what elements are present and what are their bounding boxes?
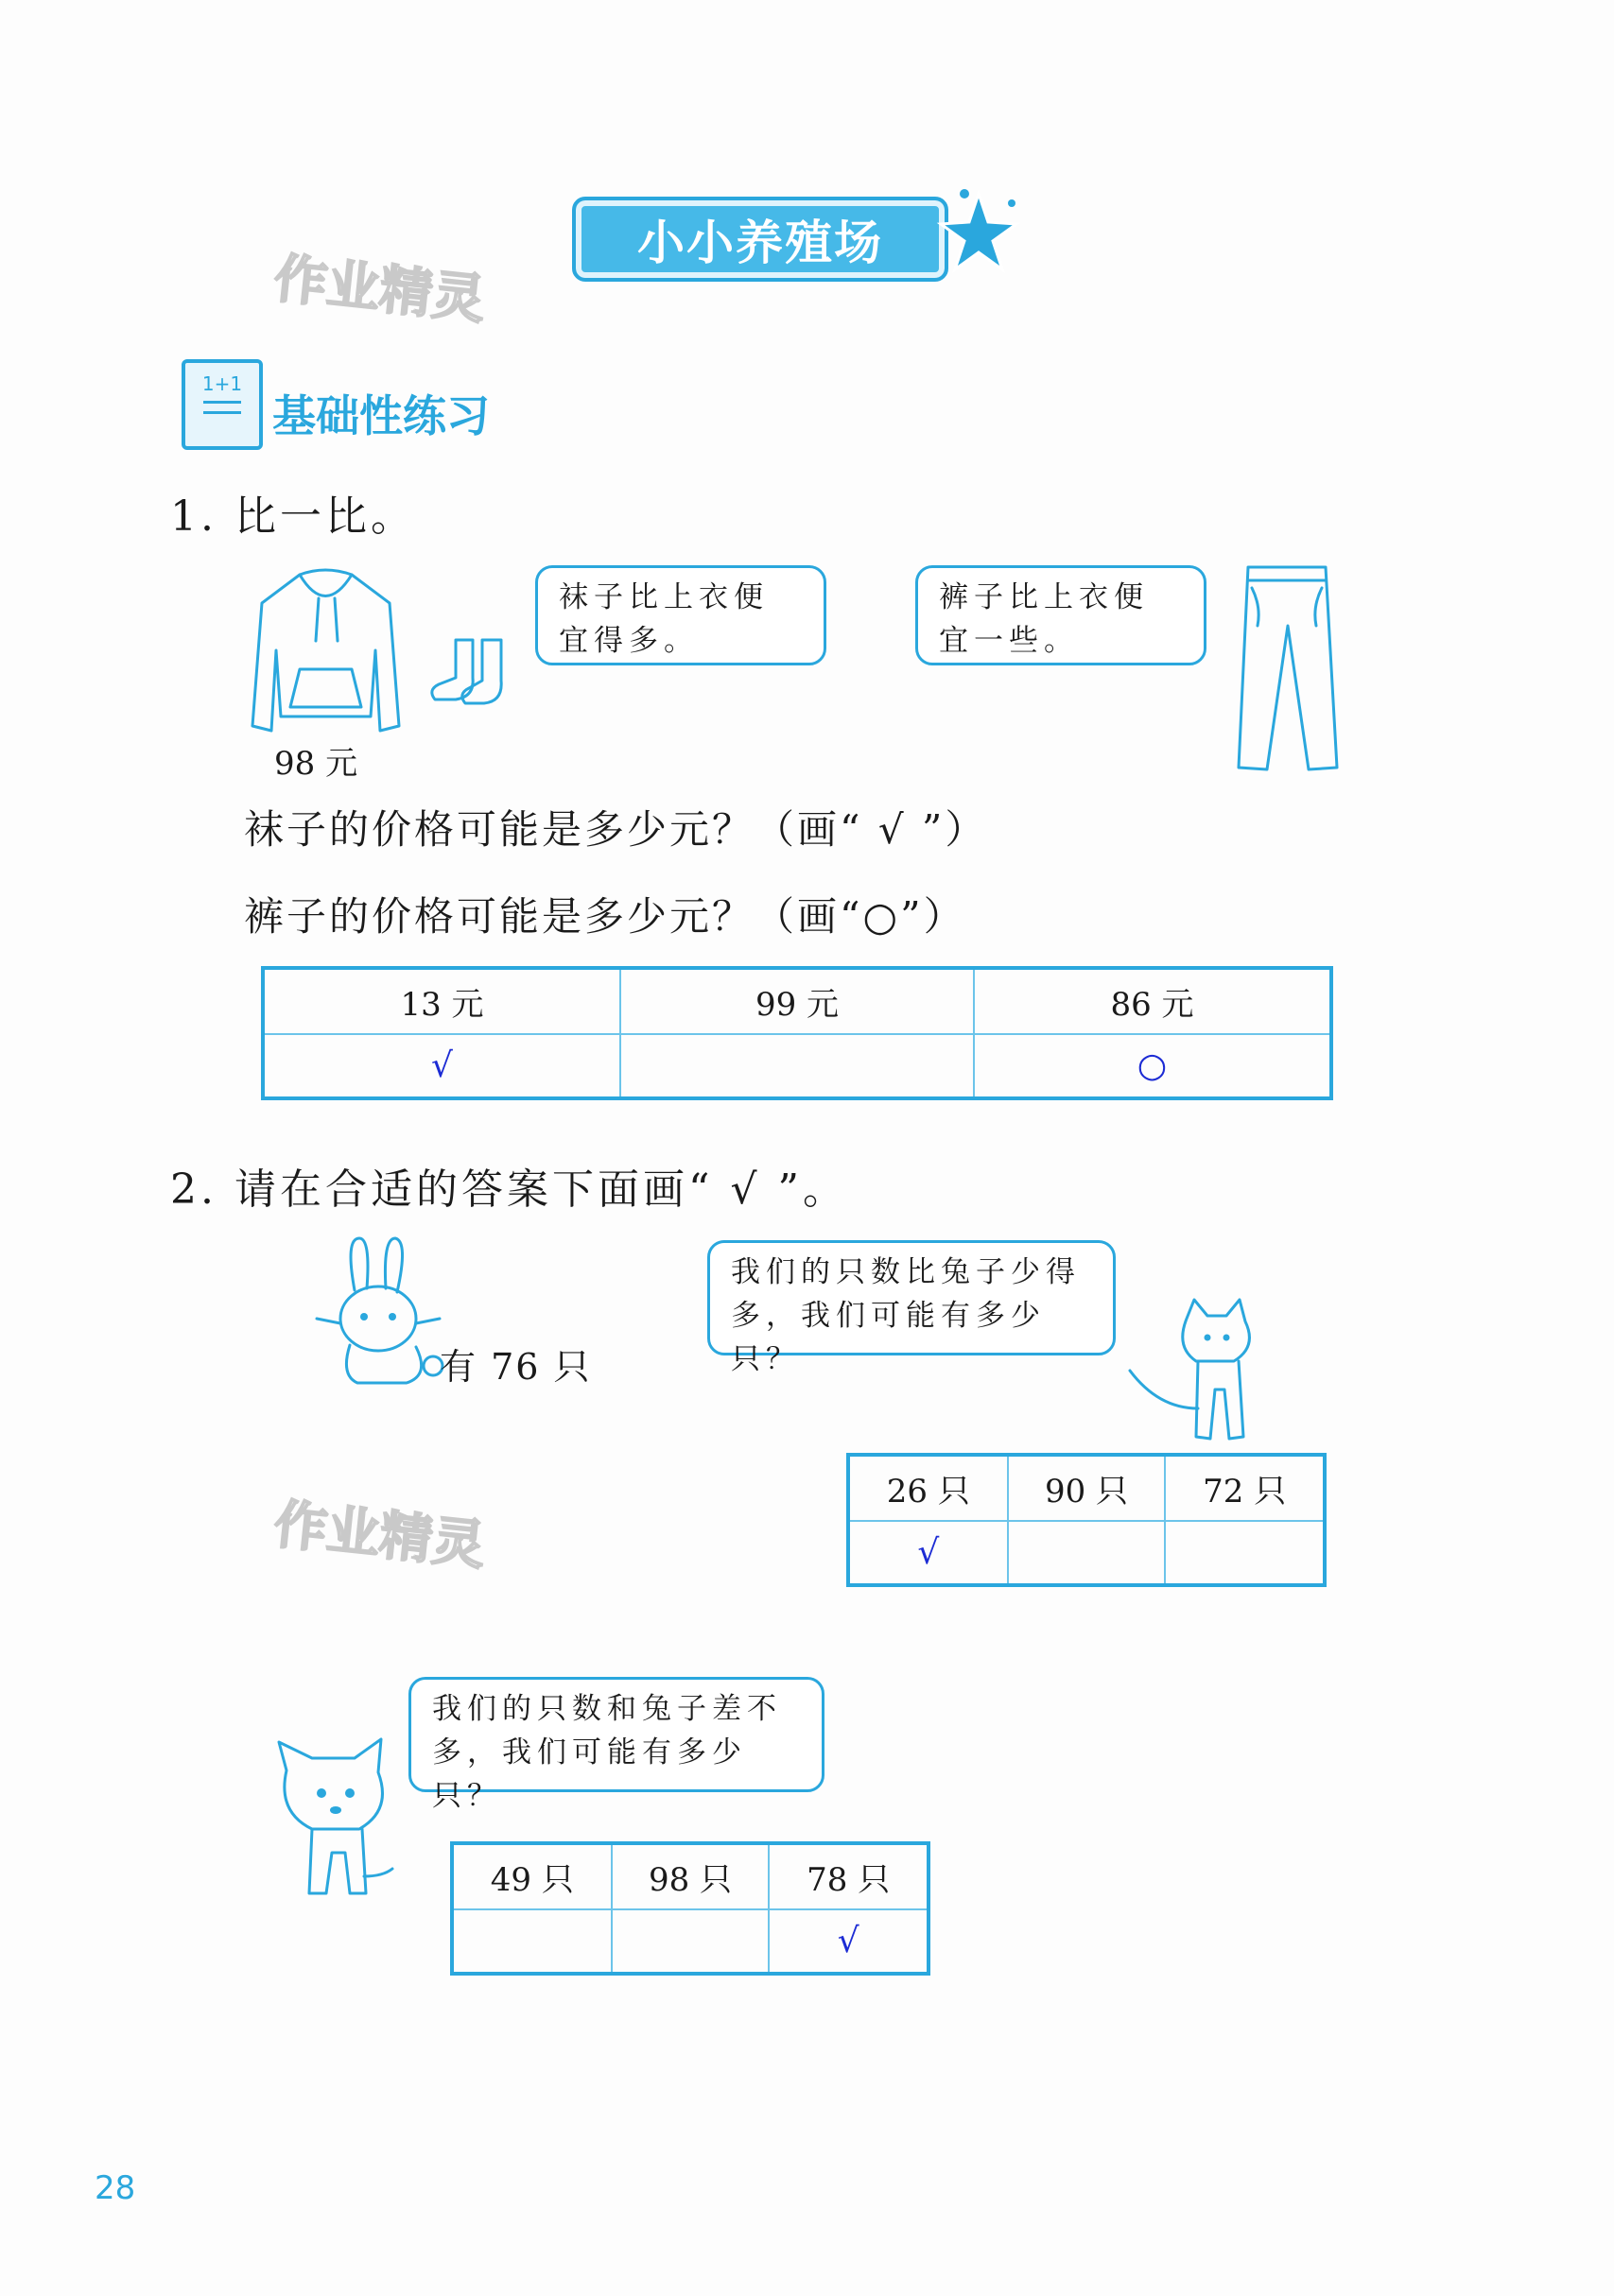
answer-cell[interactable]: [1008, 1521, 1166, 1585]
table-header-cell: 13 元: [263, 968, 620, 1034]
hoodie-icon: [248, 565, 404, 745]
watermark: 作业精灵: [270, 1493, 489, 1578]
table-header-cell: 26 只: [848, 1455, 1008, 1521]
socks-icon: [427, 635, 522, 706]
question-1-prompt-pants: 裤子的价格可能是多少元？（画“○”）: [244, 893, 966, 940]
question-2-heading: 2. 请在合适的答案下面画“ √ ”。: [170, 1165, 848, 1214]
watermark: 作业精灵: [270, 248, 489, 332]
notebook-icon: 1+1: [182, 359, 263, 450]
rabbit-count: 有 76 只: [440, 1346, 592, 1388]
title-banner: [572, 197, 948, 282]
page-title: 小小养殖场: [637, 216, 883, 270]
circle-mark: ○: [1137, 1046, 1168, 1085]
cat-speech-bubble: 我们的只数比兔子少得多，我们可能有多少只？: [707, 1240, 1116, 1355]
answer-table-dog: [450, 1841, 930, 1976]
table-header-cell: 86 元: [974, 968, 1331, 1034]
socks-speech-bubble: 袜子比上衣便宜得多。: [535, 565, 826, 665]
answer-cell[interactable]: [612, 1909, 770, 1974]
answer-cell[interactable]: [848, 1521, 1008, 1585]
table-header-cell: 78 只: [769, 1843, 928, 1909]
pants-icon: [1231, 560, 1345, 777]
pants-speech-bubble: 裤子比上衣便宜一些。: [915, 565, 1206, 665]
page-number: 28: [95, 2169, 136, 2207]
answer-cell[interactable]: [769, 1909, 928, 1974]
dog-speech-bubble: 我们的只数和兔子差不多，我们可能有多少只？: [408, 1677, 824, 1792]
check-mark: √: [917, 1533, 940, 1572]
dog-icon: [269, 1735, 402, 1900]
check-mark: √: [837, 1922, 859, 1960]
answer-cell[interactable]: [263, 1034, 620, 1098]
section-label: 基础性练习: [272, 390, 490, 441]
question-1-heading: 1. 比一比。: [170, 492, 416, 541]
answer-table-cat: [846, 1453, 1327, 1587]
answer-cell[interactable]: [1165, 1521, 1325, 1585]
table-header-cell: 49 只: [452, 1843, 612, 1909]
answer-cell[interactable]: [620, 1034, 974, 1098]
star-icon: [936, 184, 1021, 279]
question-1-prompt-socks: 袜子的价格可能是多少元？（画“ √ ”）: [244, 806, 988, 853]
check-mark: √: [431, 1046, 453, 1085]
hoodie-price: 98 元: [274, 745, 358, 783]
table-header-cell: 72 只: [1165, 1455, 1325, 1521]
answer-table-1: [261, 966, 1333, 1100]
rabbit-icon: [312, 1234, 444, 1390]
answer-cell[interactable]: [974, 1034, 1331, 1098]
table-header-cell: 98 只: [612, 1843, 770, 1909]
cat-icon: [1120, 1295, 1272, 1446]
answer-cell[interactable]: [452, 1909, 612, 1974]
table-header-cell: 90 只: [1008, 1455, 1166, 1521]
table-header-cell: 99 元: [620, 968, 974, 1034]
